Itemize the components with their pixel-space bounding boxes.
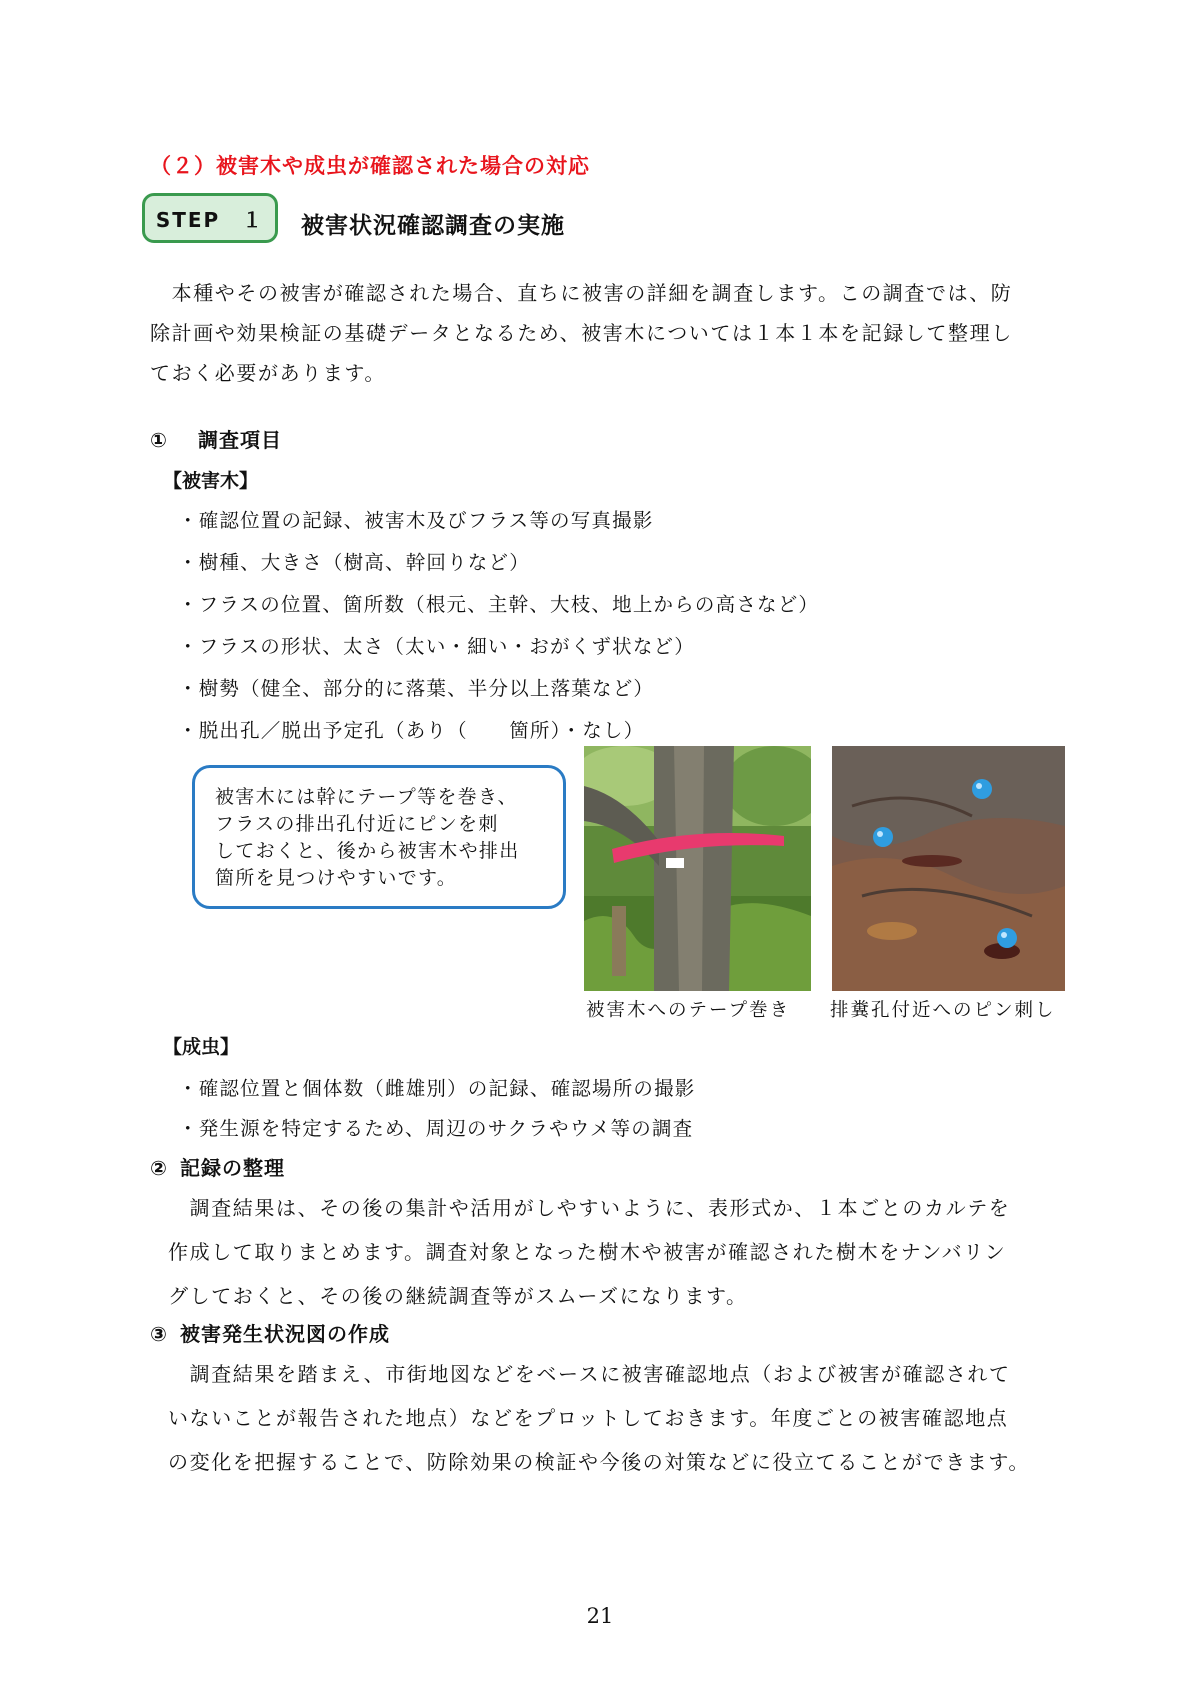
- tree-bullet: ・確認位置の記録、被害木及びフラス等の写真撮影: [178, 509, 654, 532]
- item3-heading: [150, 1318, 390, 1347]
- step-badge: STEP １: [142, 193, 278, 243]
- photo-tape-wrapped-tree: [584, 746, 811, 991]
- adult-label: 【成虫】: [163, 1036, 240, 1058]
- item2-number: ②: [150, 1156, 168, 1180]
- tree-label: 【被害木】: [163, 470, 259, 492]
- photo-caption-tape: 被害木へのテープ巻き: [586, 1000, 791, 1021]
- adult-bullet: ・確認位置と個体数（雌雄別）の記録、確認場所の撮影: [178, 1077, 696, 1100]
- item2-heading: [150, 1152, 285, 1181]
- tip-callout: [192, 765, 566, 909]
- item2-line-2: 作成して取りまとめます。調査対象となった樹木や被害が確認された樹木をナンバリン: [168, 1240, 1007, 1264]
- item2-line-1: 調査結果は、その後の集計や活用がしやすいように、表形式か、１本ごとのカルテを: [168, 1196, 1011, 1220]
- item3-line-2: いないことが報告された地点）などをプロットしておきます。年度ごとの被害確認地点: [168, 1406, 1009, 1430]
- photo-pinned-frass-holes: [832, 746, 1065, 991]
- tree-bullet: ・フラスの位置、箇所数（根元、主幹、大枝、地上からの高さなど）: [178, 593, 820, 616]
- callout-line: 箇所を見つけやすいです。: [215, 867, 458, 889]
- callout-line: 被害木には幹にテープ等を巻き、: [215, 786, 518, 808]
- adult-bullet: ・発生源を特定するため、周辺のサクラやウメ等の調査: [178, 1117, 694, 1140]
- intro-line-1: 本種やその被害が確認された場合、直ちに被害の詳細を調査します。この調査では、防: [150, 281, 1013, 305]
- callout-line: しておくと、後から被害木や排出: [215, 840, 520, 862]
- item1-heading: [150, 424, 282, 453]
- intro-line-2: 除計画や効果検証の基礎データとなるため、被害木については１本１本を記録して整理し: [150, 321, 1013, 345]
- item2-title: 記録の整理: [180, 1156, 285, 1180]
- page-number: 21: [586, 1604, 614, 1628]
- callout-line: フラスの排出孔付近にピンを刺: [215, 813, 499, 835]
- item3-number: ③: [150, 1322, 168, 1346]
- step-title: 被害状況確認調査の実施: [301, 213, 565, 239]
- item3-title: 被害発生状況図の作成: [180, 1322, 390, 1346]
- intro-line-3: ておく必要があります。: [150, 361, 386, 385]
- section-title: （２）被害木や成虫が確認された場合の対応: [150, 154, 590, 178]
- photo-caption-pins: 排糞孔付近へのピン刺し: [830, 1000, 1056, 1021]
- tree-bullet: ・樹種、大きさ（樹高、幹回りなど）: [178, 551, 530, 574]
- item3-line-3: の変化を把握することで、防除効果の検証や今後の対策などに役立てることができます。: [168, 1450, 1030, 1474]
- tree-bullet: ・フラスの形状、太さ（太い・細い・おがくず状など）: [178, 635, 695, 658]
- item1-title: 調査項目: [198, 428, 282, 452]
- tree-bullet: ・樹勢（健全、部分的に落葉、半分以上落葉など）: [178, 677, 655, 700]
- item3-line-1: 調査結果を踏まえ、市街地図などをベースに被害確認地点（および被害が確認されて: [168, 1362, 1011, 1386]
- item2-line-3: グしておくと、その後の継続調査等がスムーズになります。: [168, 1284, 748, 1308]
- item1-number: ①: [150, 428, 168, 452]
- tree-bullet: ・脱出孔／脱出予定孔（あり（ 箇所）・なし）: [178, 719, 645, 742]
